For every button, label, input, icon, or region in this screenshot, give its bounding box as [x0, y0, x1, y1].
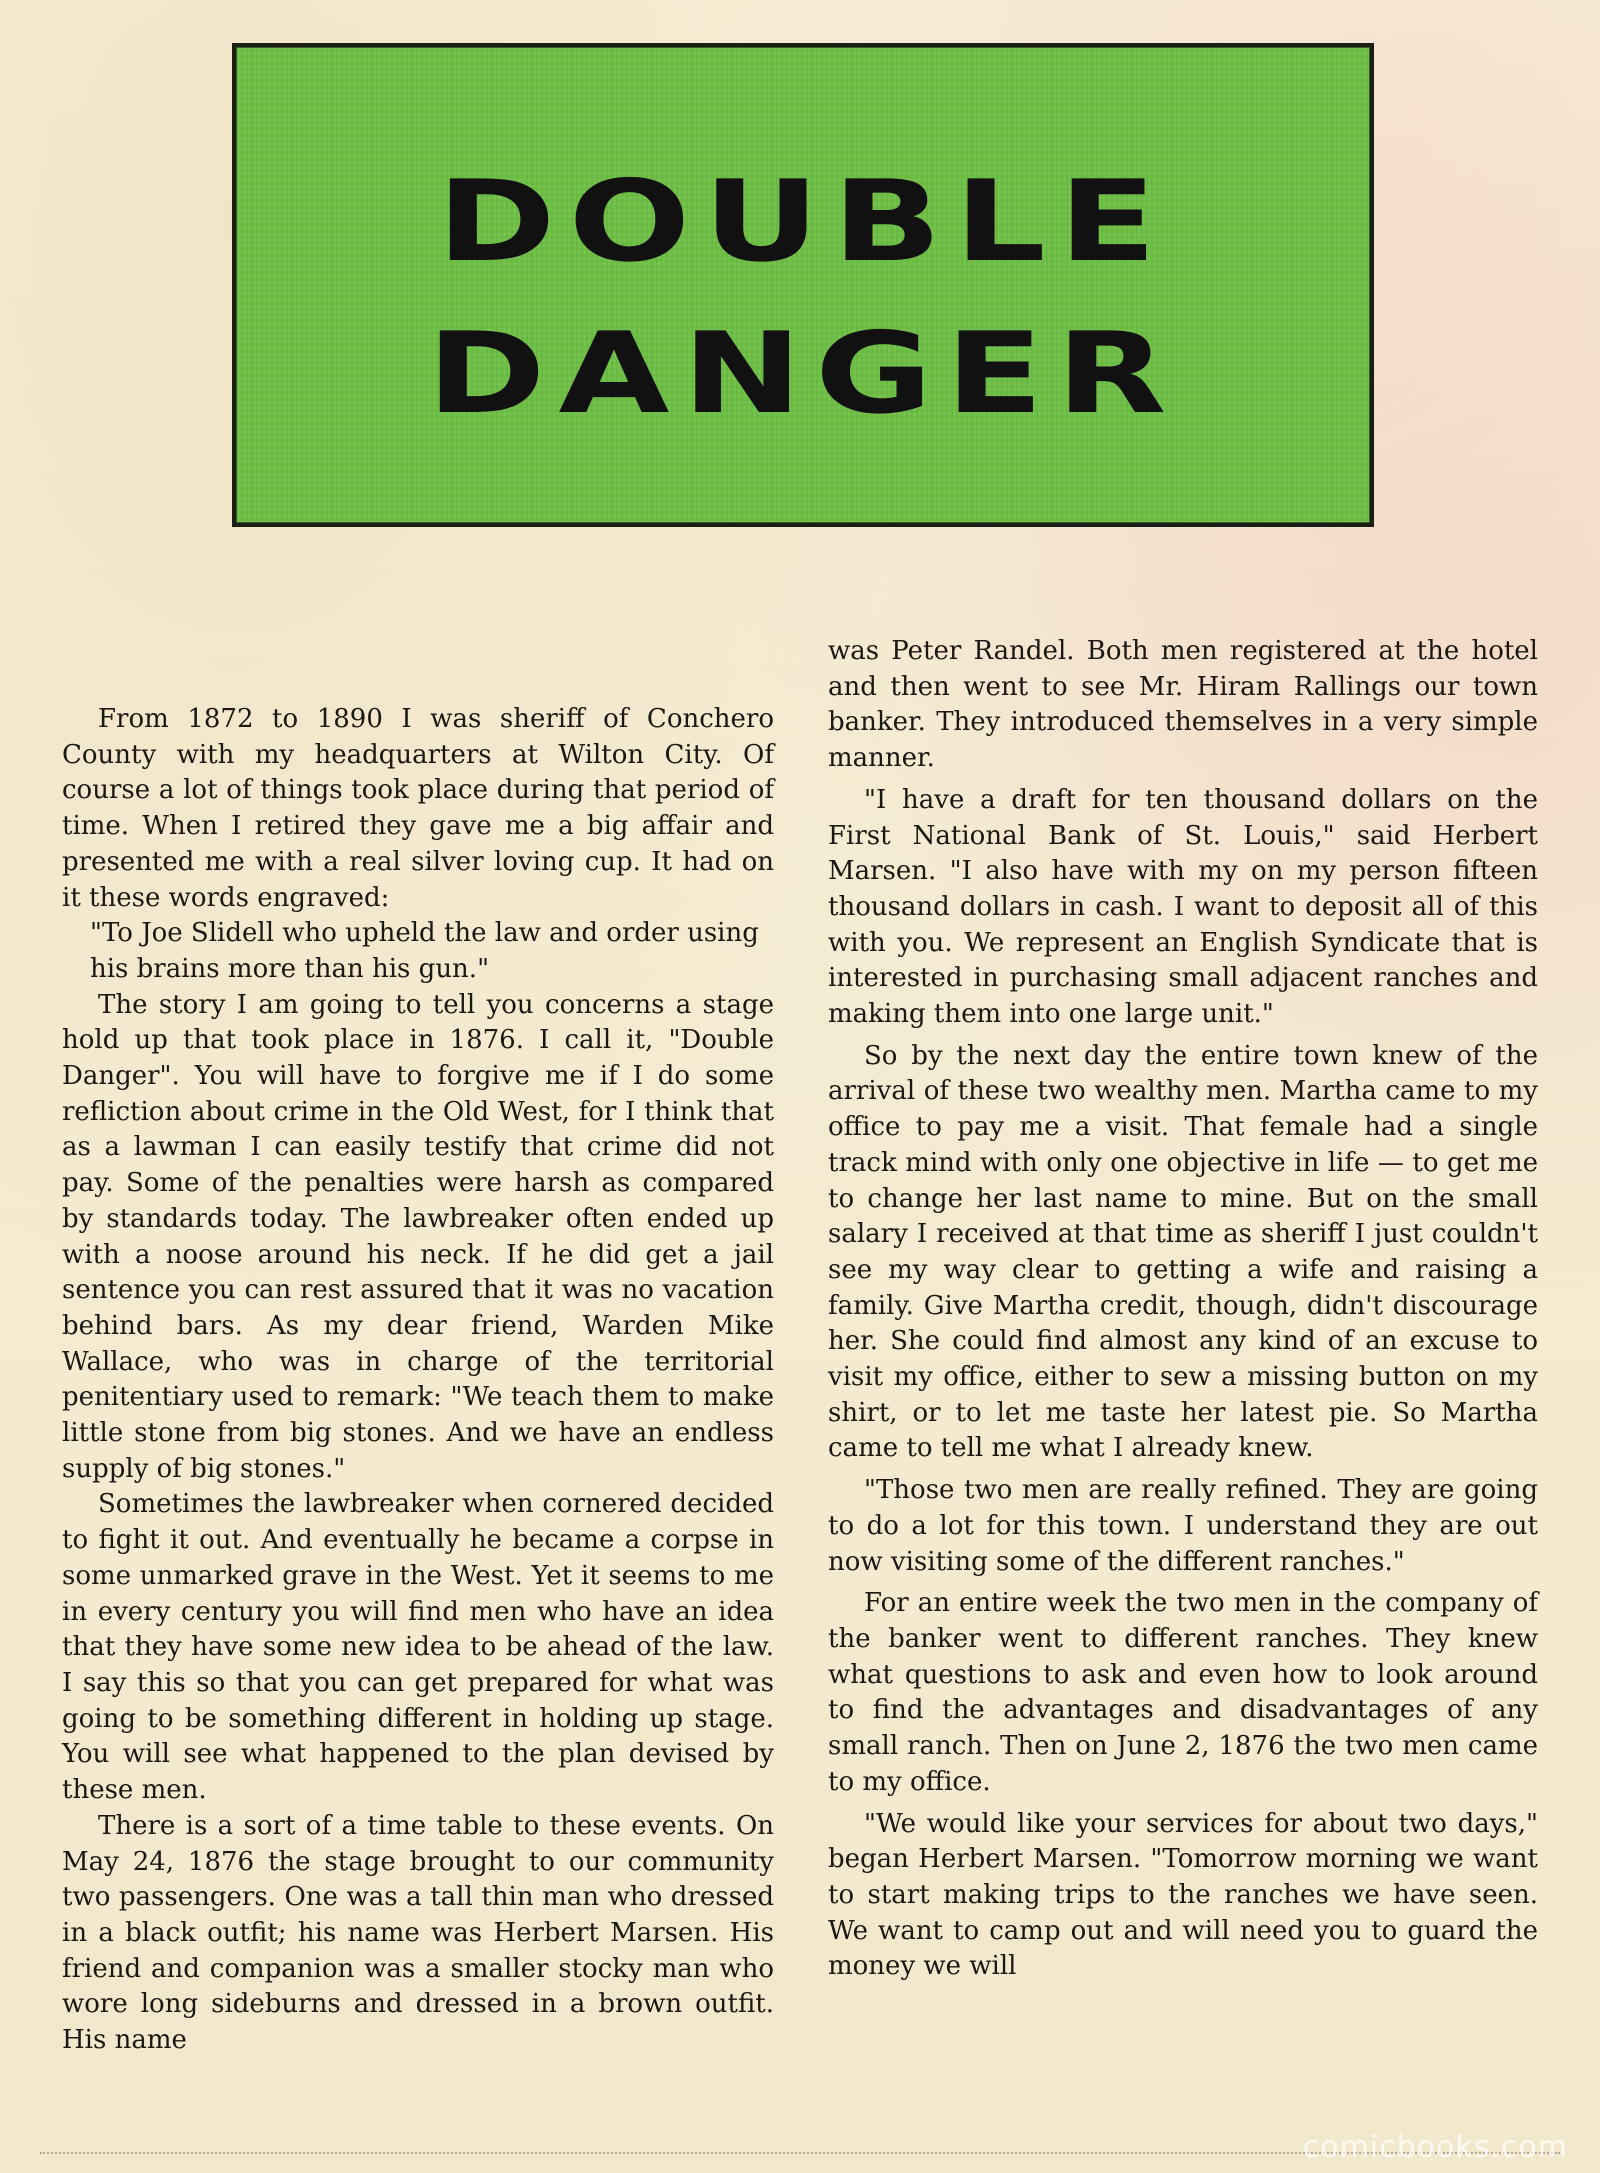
paragraph: was Peter Randel. Both men registered at the hotel and then went to see Mr. Hiram Rallings our town banker. They introduced themselves in a very simple manner. [828, 636, 1538, 774]
title-banner [232, 43, 1374, 527]
paragraph: There is a sort of a time table to these events. On May 24, 1876 the stage brought to our community two passengers. One was a tall thin man who dressed in a black outfit; his name was Herbert Marsen. His friend and companion was a smaller stocky man who wore long sideburns and dressed in a brown outfit. His name [62, 1810, 774, 2056]
paragraph: "Those two men are really refined. They are going to do a lot for this town. I understand they are out now visiting some of the different ranches." [828, 1475, 1538, 1577]
engraving-quote: "To Joe Slidell who upheld the law and order using his brains more than his gun." [90, 918, 759, 984]
paragraph: "We would like your services for about two days," began Herbert Marsen. "Tomorrow morning we want to start making trips to the ranches we have seen. We want to camp out and will need you to guard the money we will [828, 1808, 1538, 1982]
paragraph: For an entire week the two men in the company of the banker went to different ranches. They knew what questions to ask and even how to look around to find the advantages and disadvantages of any small ranch. Then on June 2, 1876 the two men came to my office. [828, 1588, 1538, 1797]
title-line-1: DOUBLE [436, 157, 1170, 287]
paragraph: From 1872 to 1890 I was sheriff of Conchero County with my headquarters at Wilton City. Of course a lot of things took place during that period of time. When I retired they gave me a big affair and presented me with a real silver loving cup. It had on it these words engraved: [62, 704, 774, 913]
paragraph: "I have a draft for ten thousand dollars on the First National Bank of St. Louis," said Herbert Marsen. "I also have with my on my person fifteen thousand dollars in cash. I want to deposit all of this with you. We represent an English Syndicate that is interested in purchasing small adjacent ranches and making them into one large unit." [828, 784, 1538, 1030]
paragraph: So by the next day the entire town knew of the arrival of these two wealthy men. Martha came to my office to pay me a visit. That female had a single track mind with only one objective in life — to get me to change her last name to mine. But on the small salary I received at that time as sheriff I just couldn't see my way clear to getting a wife and raising a family. Give Martha credit, though, didn't discourage her. She could find almost any kind of an excuse to visit my office, either to sew a missing button on my shirt, or to let me taste her latest pie. So Martha came to tell me what I already knew. [828, 1040, 1538, 1464]
paragraph: Sometimes the lawbreaker when cornered decided to fight it out. And eventually he became a corpse in some unmarked grave in the West. Yet it seems to me in every century you will find men who have an idea that they have some new idea to be ahead of the law. I say this so that you can get prepared for what was going to be something different in holding up stage. You will see what happened to the plan devised by these men. [62, 1489, 774, 1806]
right-text-column [828, 634, 1538, 1985]
title-line-2: DANGER [426, 309, 1180, 439]
watermark: comicbooks.com [1302, 2130, 1568, 2165]
left-text-column [62, 702, 774, 2059]
paragraph: The story I am going to tell you concerns a stage hold up that took place in 1876. I call it, "Double Danger". You will have to forgive me if I do some refliction about crime in the Old West, for I think that as a lawman I can easily testify that crime did not pay. Some of the penalties were harsh as compared by standards today. The lawbreaker often ended up with a noose around his neck. If he did get a jail sentence you can rest assured that it was no vacation behind bars. As my dear friend, Warden Mike Wallace, who was in charge of the territorial penitentiary used to remark: "We teach them to make little stone from big stones. And we have an endless supply of big stones." [62, 989, 774, 1484]
